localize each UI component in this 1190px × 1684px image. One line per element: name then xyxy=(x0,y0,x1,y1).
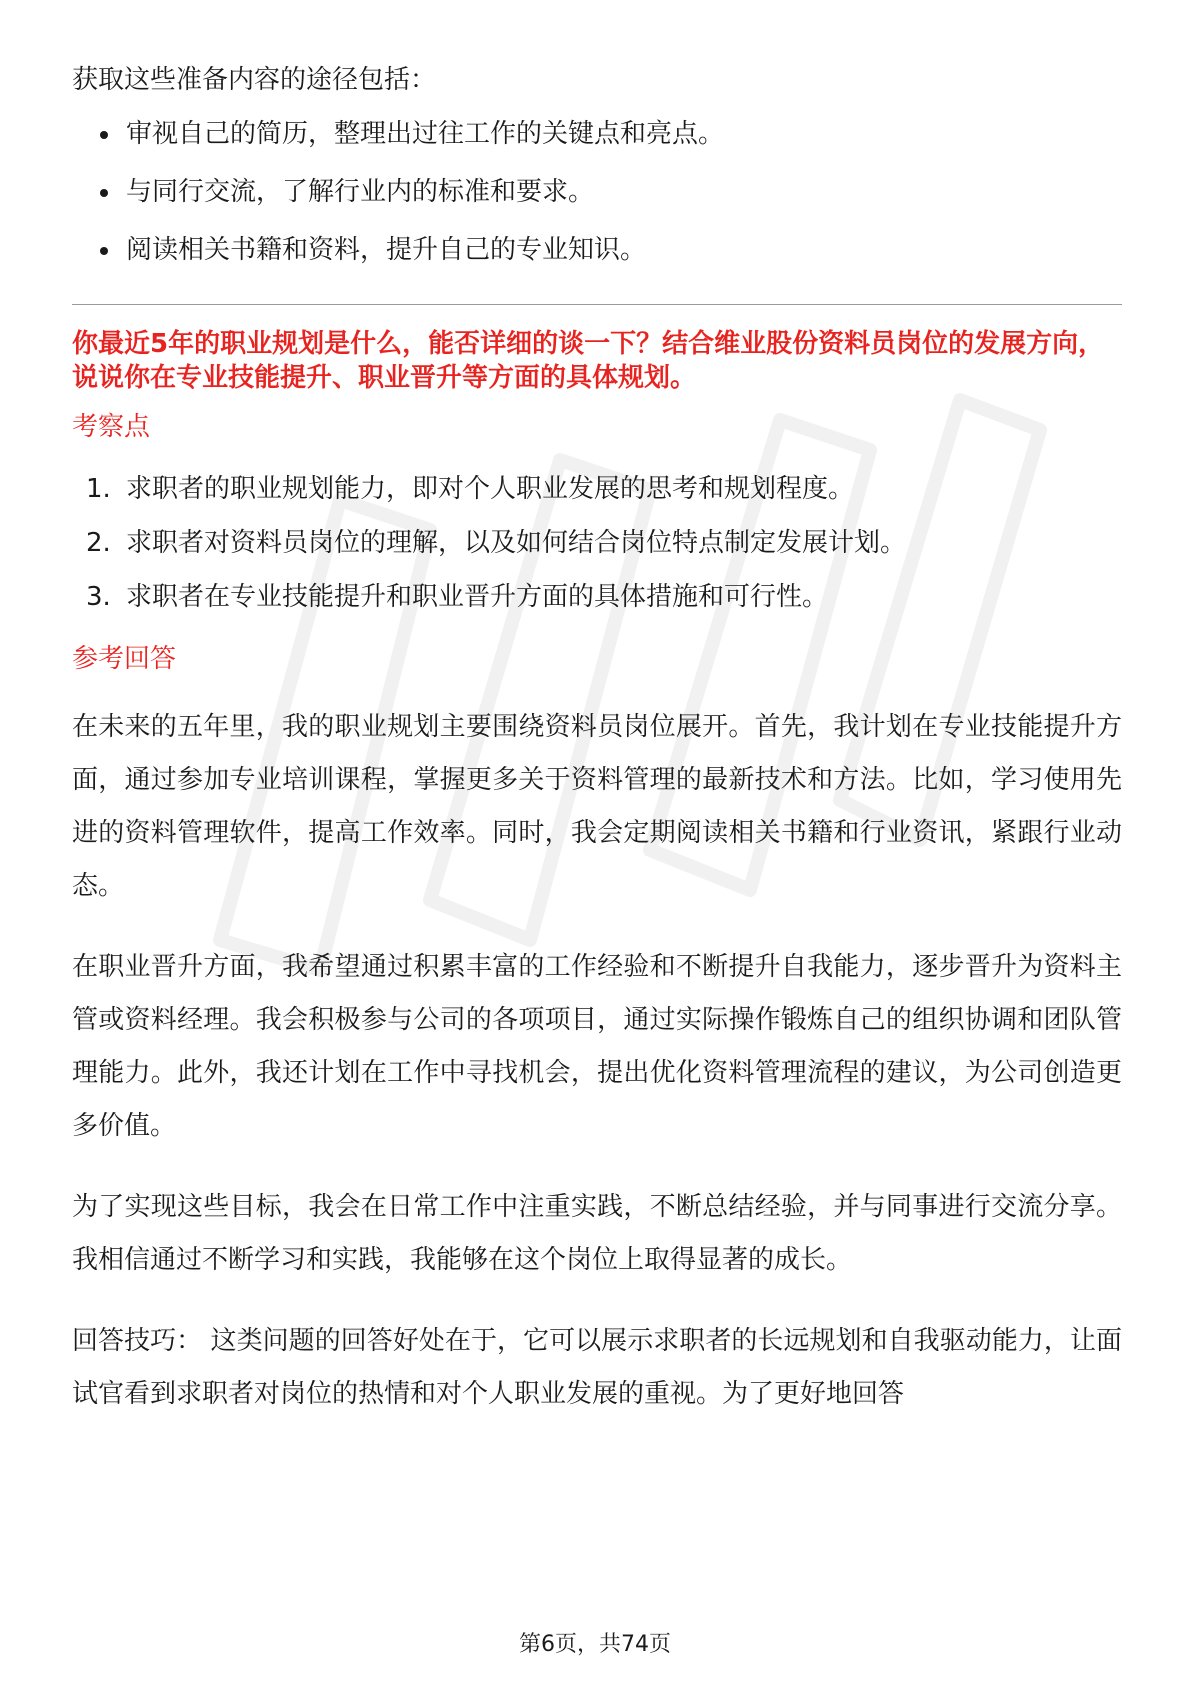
exam-point-item xyxy=(72,523,1122,563)
answer-title: 参考回答 xyxy=(72,644,177,674)
intro-text: 获取这些准备内容的途径包括： xyxy=(72,65,437,95)
exam-point-item xyxy=(72,577,1122,617)
page-number-footer: 第6页，共74页 xyxy=(519,1632,671,1657)
exam-point-number: 2. xyxy=(86,528,111,558)
answer-paragraph: 为了实现这些目标，我会在日常工作中注重实践，不断总结经验，并与同事进行交流分享。我相信通过不断学习和实践，我能够在这个岗位上取得显著的成长。 xyxy=(72,1192,1122,1275)
exam-point-item xyxy=(72,469,1122,509)
bullet-text: 与同行交流，了解行业内的标准和要求。 xyxy=(126,177,595,207)
exam-point-text: 求职者的职业规划能力，即对个人职业发展的思考和规划程度。 xyxy=(126,474,855,504)
exam-points-title: 考察点 xyxy=(72,412,151,442)
bullet-text: 审视自己的简历，整理出过往工作的关键点和亮点。 xyxy=(126,119,725,149)
bullet-dot-icon xyxy=(100,131,108,139)
section-divider xyxy=(72,304,1122,305)
exam-point-number: 1. xyxy=(86,474,111,504)
exam-point-number: 3. xyxy=(86,582,111,612)
bullet-item xyxy=(72,172,1122,212)
exam-point-text: 求职者在专业技能提升和职业晋升方面的具体措施和可行性。 xyxy=(126,582,829,612)
bullet-list xyxy=(72,114,1122,270)
bullet-text: 阅读相关书籍和资料，提升自己的专业知识。 xyxy=(126,235,647,265)
bullet-dot-icon xyxy=(100,247,108,255)
answer-tips-paragraph: 回答技巧： 这类问题的回答好处在于，它可以展示求职者的长远规划和自我驱动能力，让面试官看到求职者对岗位的热情和对个人职业发展的重视。为了更好地回答 xyxy=(72,1326,1122,1409)
exam-point-text: 求职者对资料员岗位的理解，以及如何结合岗位特点制定发展计划。 xyxy=(126,528,907,558)
bullet-dot-icon xyxy=(100,189,108,197)
bullet-item xyxy=(72,230,1122,270)
answer-paragraph: 在职业晋升方面，我希望通过积累丰富的工作经验和不断提升自我能力，逐步晋升为资料主管或资料经理。我会积极参与公司的各项项目，通过实际操作锻炼自己的组织协调和团队管理能力。此外，我还计划在工作中寻找机会，提出优化资料管理流程的建议，为公司创造更多价值。 xyxy=(72,952,1122,1141)
bullet-item xyxy=(72,114,1122,154)
question-heading: 你最近5年的职业规划是什么，能否详细的谈一下？结合维业股份资料员岗位的发展方向，说说你在专业技能提升、职业晋升等方面的具体规划。 xyxy=(72,329,1105,393)
answer-paragraph: 在未来的五年里，我的职业规划主要围绕资料员岗位展开。首先，我计划在专业技能提升方面，通过参加专业培训课程，掌握更多关于资料管理的最新技术和方法。比如，学习使用先进的资料管理软件，提高工作效率。同时，我会定期阅读相关书籍和行业资讯，紧跟行业动态。 xyxy=(72,712,1122,901)
page-content xyxy=(72,60,1122,1449)
exam-points-list xyxy=(72,469,1122,617)
